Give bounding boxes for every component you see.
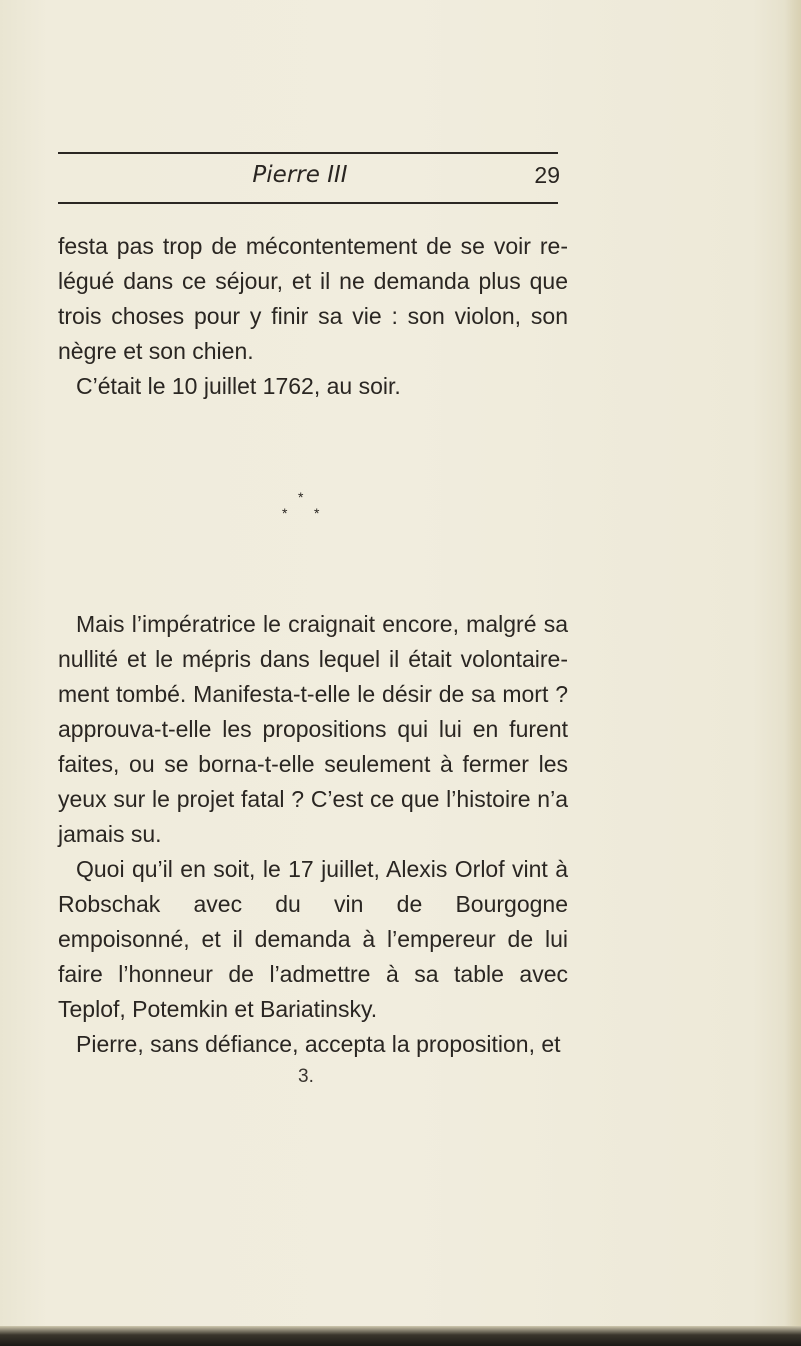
paragraph-orlof: Quoi qu’il en soit, le 17 juillet, Alexis Orlof vint à Robschak avec du vin de Bourgogne empoisonné, et il demanda à l’empereur de lui faire l’honneur de l’admettre à sa table avec Teplof, Potemkin et Bariatinsky. <box>58 856 568 1022</box>
paragraph-empress: Mais l’impératrice le craignait encore, malgré sa nullité et le mépris dans lequel il était volontaire-ment tombé. Manifesta-t-elle le désir de sa mort ? approuva-t-elle les propositions qui lui en furent faites, ou se borna-t-elle seulement à fermer les yeux sur le projet fatal ? C’est ce que l’histoire n’a jamais su. <box>58 611 568 847</box>
asterisk-mark: * <box>298 489 304 505</box>
page-bottom-edge <box>0 1326 801 1346</box>
asterisk-mark: * <box>282 505 288 521</box>
running-title: Pierre III <box>252 162 348 188</box>
page-edge-shadow <box>785 0 801 1346</box>
page-number: 29 <box>534 162 560 188</box>
section-break-asterism <box>282 490 326 524</box>
paragraph-date: C’était le 10 juillet 1762, au soir. <box>76 373 401 399</box>
header-rule-top <box>58 152 558 154</box>
text-block-after-break <box>58 607 568 1062</box>
asterisk-mark: * <box>314 505 320 521</box>
header-rule-bottom <box>58 202 558 204</box>
paragraph-continued: festa pas trop de mécontentement de se voir re-légué dans ce séjour, et il ne demanda plus que trois choses pour y finir sa vie : son violon, son nègre et son chien. <box>58 233 568 364</box>
signature-mark: 3. <box>298 1066 314 1087</box>
text-block-before-break <box>58 229 568 404</box>
paragraph-pierre: Pierre, sans défiance, accepta la proposition, et <box>76 1031 561 1057</box>
